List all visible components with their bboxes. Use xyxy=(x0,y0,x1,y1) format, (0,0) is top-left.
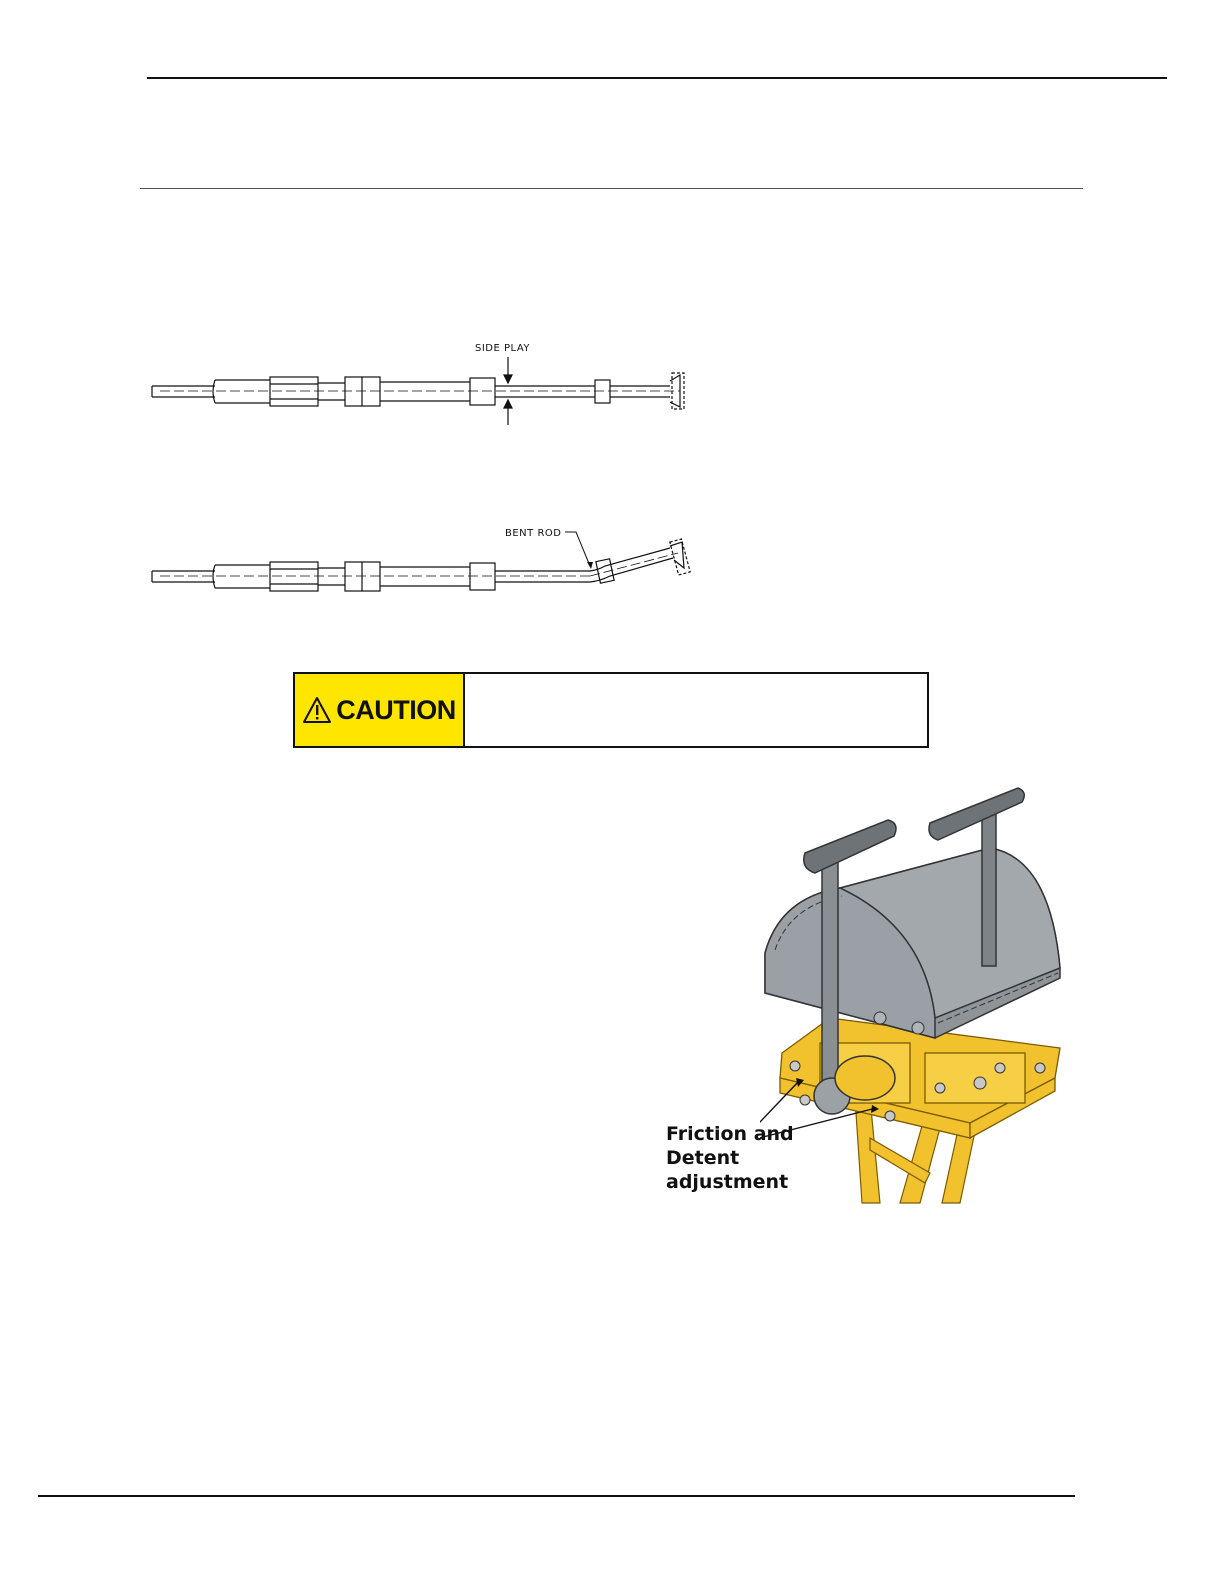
caution-body xyxy=(465,674,927,746)
callout-line-1: Friction and xyxy=(666,1123,794,1145)
caution-label: CAUTION xyxy=(336,694,456,725)
side-play-rod-diagram xyxy=(140,335,760,435)
footer-rule xyxy=(38,1495,1075,1497)
callout-line-2: Detent xyxy=(666,1147,740,1169)
callout-line-3: adjustment xyxy=(666,1171,789,1193)
side-play-label: SIDE PLAY xyxy=(475,343,530,354)
caution-badge xyxy=(295,674,465,746)
bent-rod-diagram xyxy=(140,520,760,610)
warning-triangle-icon xyxy=(302,696,332,724)
header-rule-top xyxy=(147,77,1167,79)
caution-box xyxy=(293,672,929,748)
header-rule-bottom xyxy=(140,188,1083,189)
bent-rod-label: BENT ROD xyxy=(505,528,562,539)
friction-detent-callout xyxy=(666,1122,806,1194)
throttle-quadrant-illustration xyxy=(760,778,1080,1208)
